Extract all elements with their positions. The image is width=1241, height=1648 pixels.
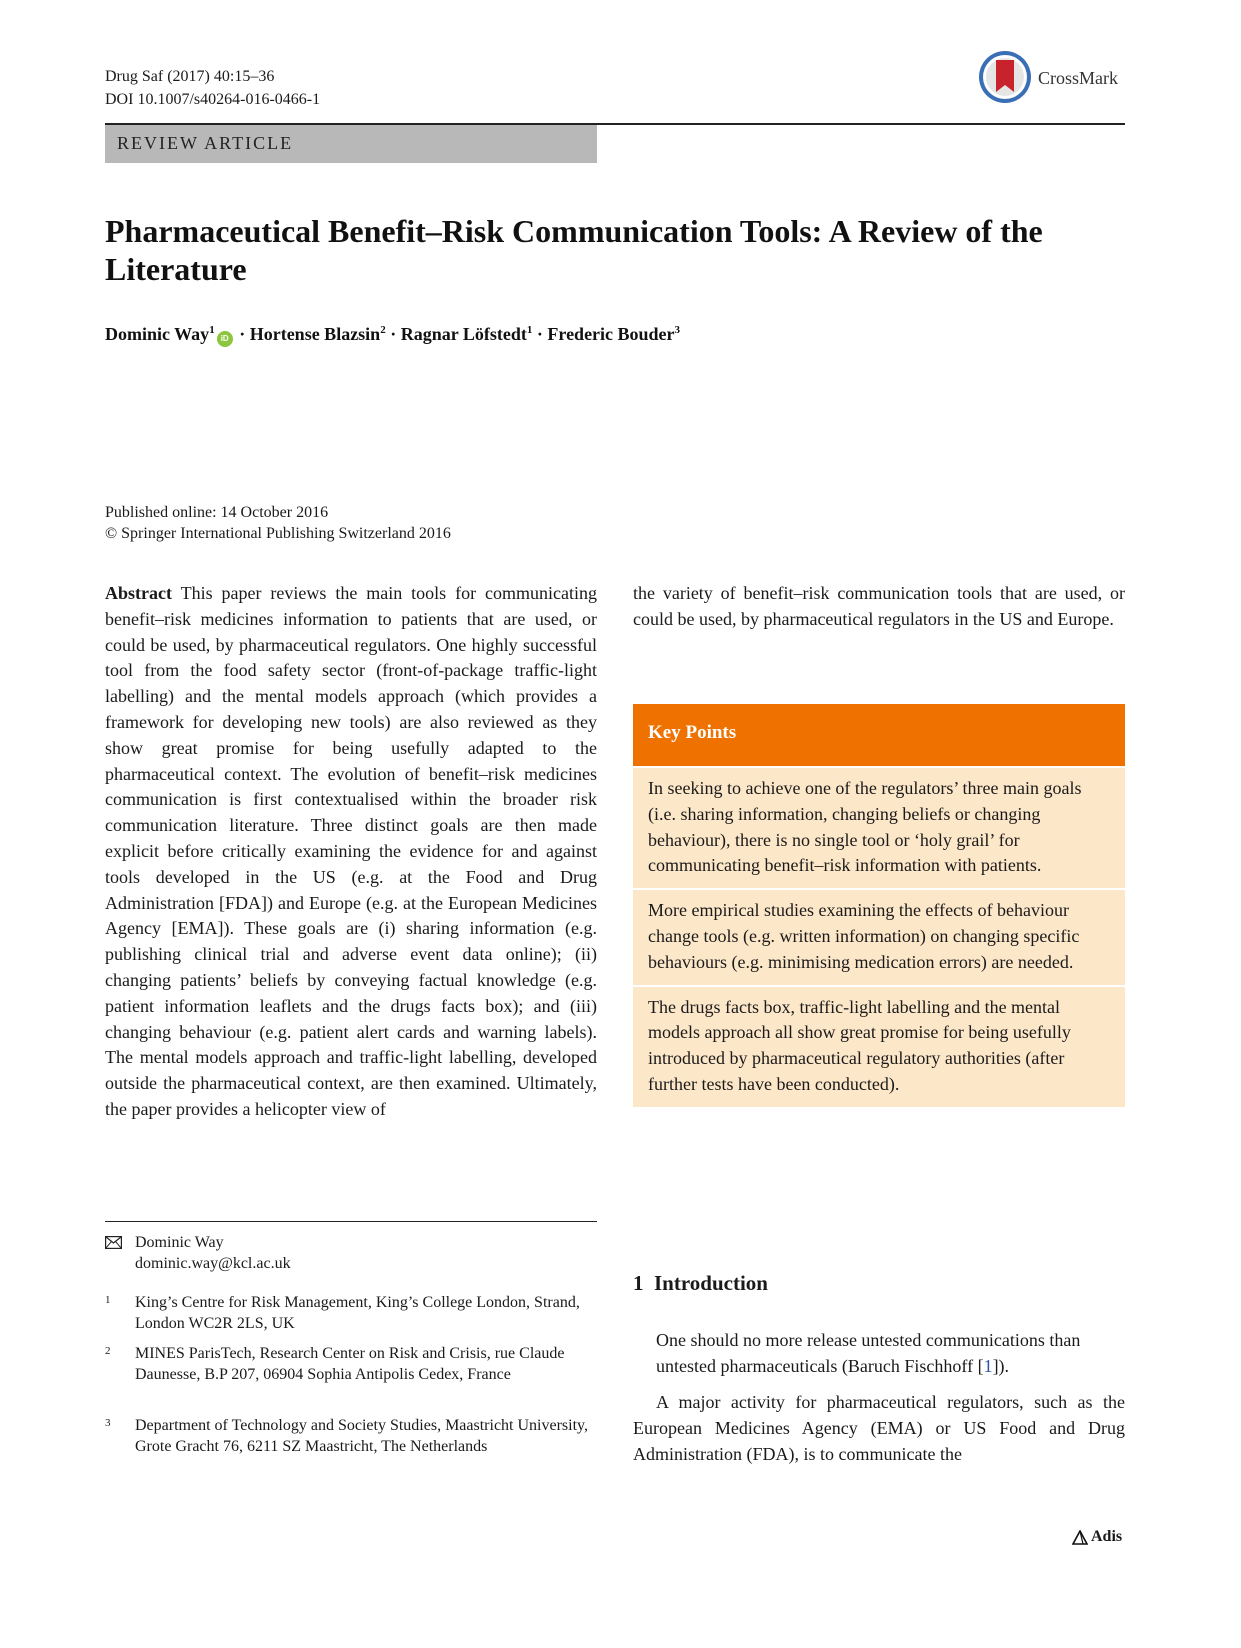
envelope-icon [105,1236,122,1249]
author-affiliation-ref: 1 [526,324,533,336]
affiliation-number: 1 [105,1294,111,1306]
publisher-logo [1072,1528,1122,1546]
epigraph-quote [656,1328,1125,1380]
affiliation [105,1292,597,1334]
key-points-heading: Key Points [633,704,1125,766]
article-type: REVIEW ARTICLE [117,133,294,153]
affiliation-text: King’s Centre for Risk Management, King’s College London, Strand, London WC2R 2LS, UK [135,1294,580,1332]
key-point: More empirical studies examining the effects of behaviour change tools (e.g. written information) on changing specific behaviours (e.g. minimising medication errors) are needed. [633,888,1125,984]
affiliation [105,1415,597,1457]
author-separator: · [532,324,548,344]
author-affiliation-ref: 2 [380,324,386,336]
quote-end: ]). [992,1355,1010,1376]
doi-line[interactable]: DOI 10.1007/s40264-016-0466-1 [105,91,321,108]
journal-citation [105,65,320,111]
journal-line: Drug Saf (2017) 40:15–36 [105,68,275,85]
key-point: The drugs facts box, traffic-light labelling and the mental models approach all show great promise for being usefully introduced by pharmaceutical regulatory authorities (after further tests have been conducted). [633,985,1125,1107]
paper-title: Pharmaceutical Benefit–Risk Communication Tools: A Review of the Literature [105,213,1043,287]
abstract-text: This paper reviews the main tools for communicating benefit–risk medicines information to patients that are used, or could be used, by pharmaceutical regulators. One highly successful tool from the food safety sector (front-of-package traffic-light labelling) and the mental models approach (which provides a framework for developing new tools) are also reviewed as they show great promise for being usefully adapted to the pharmaceutical context. The evolution of benefit–risk medicines communication is first contextualised within the broader risk communication literature. Three distinct goals are then made explicit before critically examining the evidence for and against tools developed in the US (e.g. at the Food and Drug Administration [FDA]) and Europe (e.g. at the European Medicines Agency [EMA]). These goals are (i) sharing information (e.g. publishing clinical trial and adverse event data online); (ii) changing patients’ beliefs by conveying factual knowledge (e.g. patient information leaflets and the drugs facts box); and (iii) changing behaviour (e.g. patient alert cards and warning labels). The mental models approach and traffic-light labelling, developed outside the pharmaceutical context, are then examined. Ultimately, the paper provides a helicopter view of [105,583,597,1119]
author-affiliation-ref: 1 [209,324,215,336]
quote-text: One should no more release untested communications than untested pharmaceuticals (Baruch Fischhoff [ [656,1330,1081,1376]
abstract-continuation: the variety of benefit–risk communication tools that are used, or could be used, by pharmaceutical regulators in the US and Europe. [633,583,1125,629]
introduction-paragraph: A major activity for pharmaceutical regulators, such as the European Medicines Agency (EMA) or US Food and Drug Administration (FDA), is to communicate the [633,1392,1125,1464]
adis-triangle-icon [1072,1530,1088,1545]
affiliation-number: 3 [105,1417,111,1429]
copyright: © Springer International Publishing Switzerland 2016 [105,525,451,542]
abstract-label: Abstract [105,583,172,603]
affiliation-text: MINES ParisTech, Research Center on Risk and Crisis, rue Claude Daunesse, B.P 207, 06904 Sophia Antipolis Cedex, France [135,1345,565,1383]
footnote-rule [105,1221,597,1222]
orcid-icon[interactable]: iD [217,331,233,347]
author-list [105,324,680,347]
section-heading-introduction: 1 Introduction [633,1271,768,1295]
affiliation-text: Department of Technology and Society Studies, Maastricht University, Grote Gracht 76, 6211 SZ Maastricht, The Netherlands [135,1417,589,1455]
published-date: Published online: 14 October 2016 [105,504,329,521]
author-separator: · [385,324,401,344]
publisher-name: Adis [1091,1528,1123,1545]
corresponding-email[interactable]: dominic.way@kcl.ac.uk [135,1255,291,1272]
key-points-box [633,704,1125,1107]
author-name[interactable]: Hortense Blazsin [249,324,381,344]
crossmark-label[interactable]: CrossMark [1038,68,1118,88]
author-name[interactable]: Frederic Bouder [547,324,675,344]
abstract [105,581,597,1123]
affiliation-number: 2 [105,1345,111,1357]
author-separator: · [234,324,250,344]
author-affiliation-ref: 3 [674,324,681,336]
publication-info [105,502,451,544]
author-name[interactable]: Ragnar Löfstedt [400,324,527,344]
author-name[interactable]: Dominic Way [105,324,210,344]
affiliation [105,1343,597,1385]
citation-link[interactable]: 1 [983,1355,993,1376]
corresponding-author: Dominic Way [135,1234,224,1251]
key-point: In seeking to achieve one of the regulators’ three main goals (i.e. sharing information, changing beliefs or changing behaviour), there is no single tool or ‘holy grail’ for communicating benefit–risk information with patients. [633,766,1125,888]
